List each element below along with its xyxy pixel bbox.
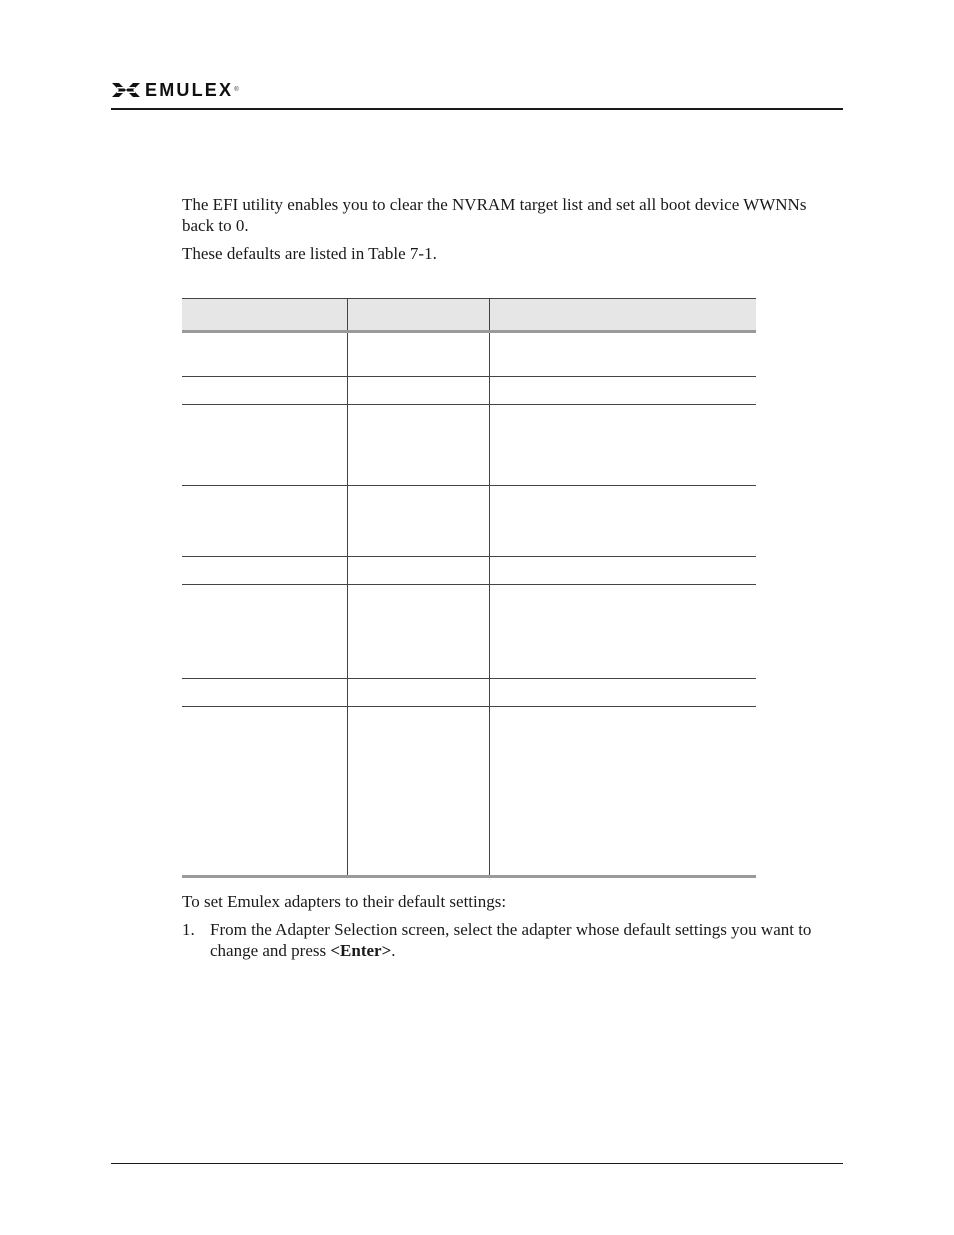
emulex-logo-mark-icon [111, 81, 141, 99]
enter-key-label: <Enter> [330, 941, 392, 960]
header-rule [111, 108, 843, 110]
logo-text: EMULEX [145, 80, 234, 100]
table-column-divider [347, 298, 348, 876]
table-bottom-rule [182, 875, 756, 878]
footer-rule [111, 1163, 843, 1164]
table-row-rule [182, 485, 756, 486]
defaults-table [182, 298, 756, 878]
emulex-logo [111, 80, 239, 100]
table-header-rule [182, 330, 756, 333]
step-text-after: . [391, 941, 396, 960]
table-column-divider [489, 298, 490, 876]
table-row-rule [182, 678, 756, 679]
procedure-step-1 [182, 919, 827, 961]
intro-paragraph: The EFI utility enables you to clear the NVRAM target list and set all boot device WWNNs back to 0. [182, 195, 807, 235]
defaults-reference-paragraph: These defaults are listed in Table 7-1. [182, 244, 437, 263]
step-number: 1. [182, 920, 195, 939]
table-row-rule [182, 584, 756, 585]
table-row-rule [182, 376, 756, 377]
table-header-row [182, 299, 756, 330]
logo-trademark: ® [234, 87, 239, 93]
table-top-rule [182, 298, 756, 299]
table-row-rule [182, 404, 756, 405]
step-text-before: From the Adapter Selection screen, select the adapter whose default settings you want to change and press [210, 920, 812, 960]
procedure-intro: To set Emulex adapters to their default settings: [182, 892, 507, 911]
table-row-rule [182, 706, 756, 707]
table-row-rule [182, 556, 756, 557]
step-text [210, 919, 827, 961]
